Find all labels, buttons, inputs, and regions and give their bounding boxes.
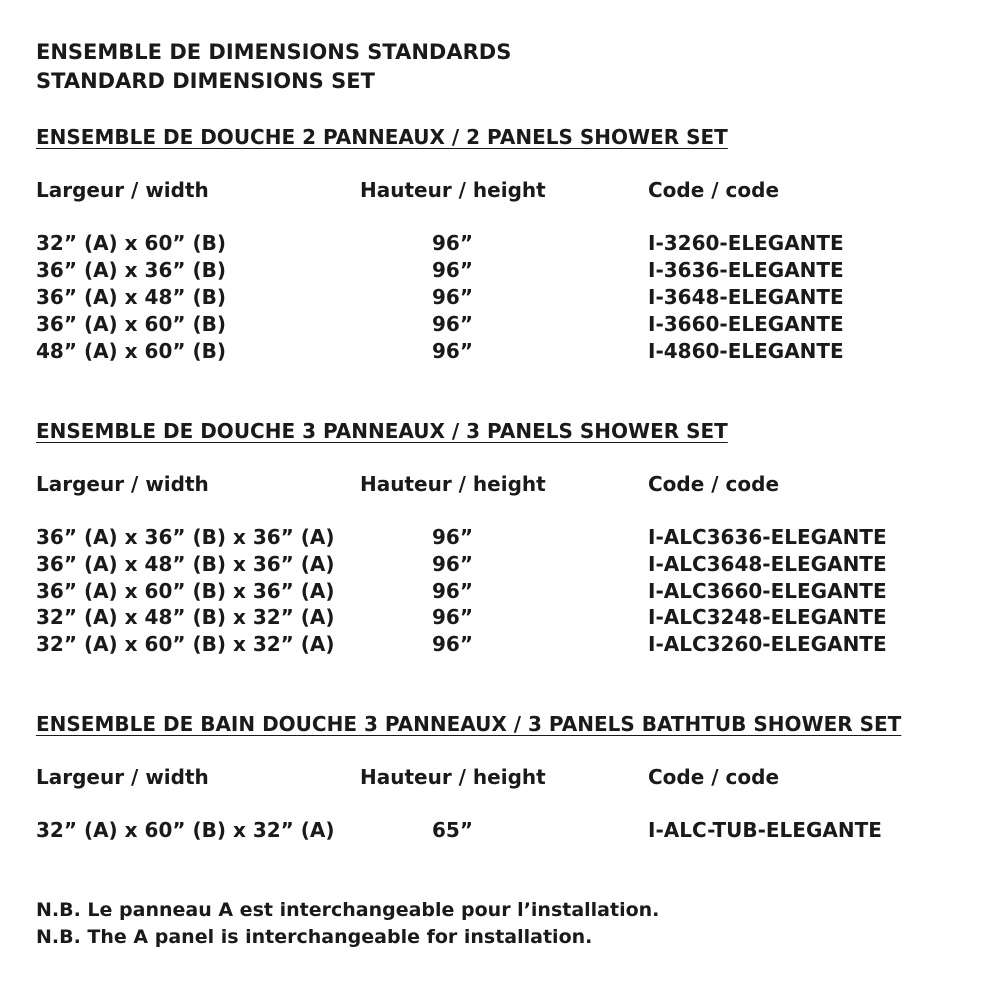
row-height: 65”: [432, 818, 473, 842]
column-header-height: Hauteur / height: [360, 765, 546, 789]
row-height: 96”: [432, 258, 473, 282]
row-height: 96”: [432, 552, 473, 576]
row-code: I-ALC3648-ELEGANTE: [648, 552, 887, 576]
row-height: 96”: [432, 231, 473, 255]
note-en: N.B. The A panel is interchangeable for installation.: [36, 926, 593, 948]
section-title-3-panels: ENSEMBLE DE DOUCHE 3 PANNEAUX / 3 PANELS SHOWER SET: [36, 419, 728, 443]
row-width: 36” (A) x 36” (B): [36, 258, 226, 282]
table-row: [0, 634, 1000, 656]
row-code: I-ALC3248-ELEGANTE: [648, 605, 887, 629]
table-row: [0, 260, 1000, 282]
section-title-2-panels: ENSEMBLE DE DOUCHE 2 PANNEAUX / 2 PANELS SHOWER SET: [36, 125, 728, 149]
row-code: I-ALC3636-ELEGANTE: [648, 525, 887, 549]
row-code: I-3260-ELEGANTE: [648, 231, 844, 255]
column-header-height: Hauteur / height: [360, 178, 546, 202]
column-header-height: Hauteur / height: [360, 472, 546, 496]
section-title-bathtub: ENSEMBLE DE BAIN DOUCHE 3 PANNEAUX / 3 PANELS BATHTUB SHOWER SET: [36, 712, 902, 736]
row-height: 96”: [432, 339, 473, 363]
row-height: 96”: [432, 285, 473, 309]
row-width: 48” (A) x 60” (B): [36, 339, 226, 363]
row-height: 96”: [432, 632, 473, 656]
row-height: 96”: [432, 605, 473, 629]
page-title-fr: ENSEMBLE DE DIMENSIONS STANDARDS: [36, 40, 512, 64]
table-row: [0, 527, 1000, 549]
row-height: 96”: [432, 525, 473, 549]
table-row: [0, 314, 1000, 336]
row-code: I-3636-ELEGANTE: [648, 258, 844, 282]
table-header-row: [0, 180, 1000, 202]
row-width: 32” (A) x 48” (B) x 32” (A): [36, 605, 335, 629]
row-width: 32” (A) x 60” (B): [36, 231, 226, 255]
column-header-code: Code / code: [648, 765, 780, 789]
row-code: I-4860-ELEGANTE: [648, 339, 844, 363]
table-row: [0, 820, 1000, 842]
column-header-width: Largeur / width: [36, 765, 209, 789]
row-code: I-ALC-TUB-ELEGANTE: [648, 818, 882, 842]
row-height: 96”: [432, 312, 473, 336]
table-row: [0, 581, 1000, 603]
row-code: I-ALC3260-ELEGANTE: [648, 632, 887, 656]
row-height: 96”: [432, 579, 473, 603]
column-header-width: Largeur / width: [36, 178, 209, 202]
row-width: 32” (A) x 60” (B) x 32” (A): [36, 632, 335, 656]
row-width: 36” (A) x 36” (B) x 36” (A): [36, 525, 335, 549]
row-width: 36” (A) x 48” (B): [36, 285, 226, 309]
note-fr: N.B. Le panneau A est interchangeable pour l’installation.: [36, 899, 660, 921]
column-header-code: Code / code: [648, 472, 780, 496]
table-header-row: [0, 474, 1000, 496]
row-width: 36” (A) x 60” (B) x 36” (A): [36, 579, 335, 603]
row-code: I-3660-ELEGANTE: [648, 312, 844, 336]
table-header-row: [0, 767, 1000, 789]
table-row: [0, 607, 1000, 629]
row-code: I-ALC3660-ELEGANTE: [648, 579, 887, 603]
table-row: [0, 233, 1000, 255]
row-code: I-3648-ELEGANTE: [648, 285, 844, 309]
page-title-en: STANDARD DIMENSIONS SET: [36, 69, 375, 93]
table-row: [0, 287, 1000, 309]
row-width: 32” (A) x 60” (B) x 32” (A): [36, 818, 335, 842]
table-row: [0, 341, 1000, 363]
row-width: 36” (A) x 48” (B) x 36” (A): [36, 552, 335, 576]
row-width: 36” (A) x 60” (B): [36, 312, 226, 336]
table-row: [0, 554, 1000, 576]
column-header-code: Code / code: [648, 178, 780, 202]
column-header-width: Largeur / width: [36, 472, 209, 496]
